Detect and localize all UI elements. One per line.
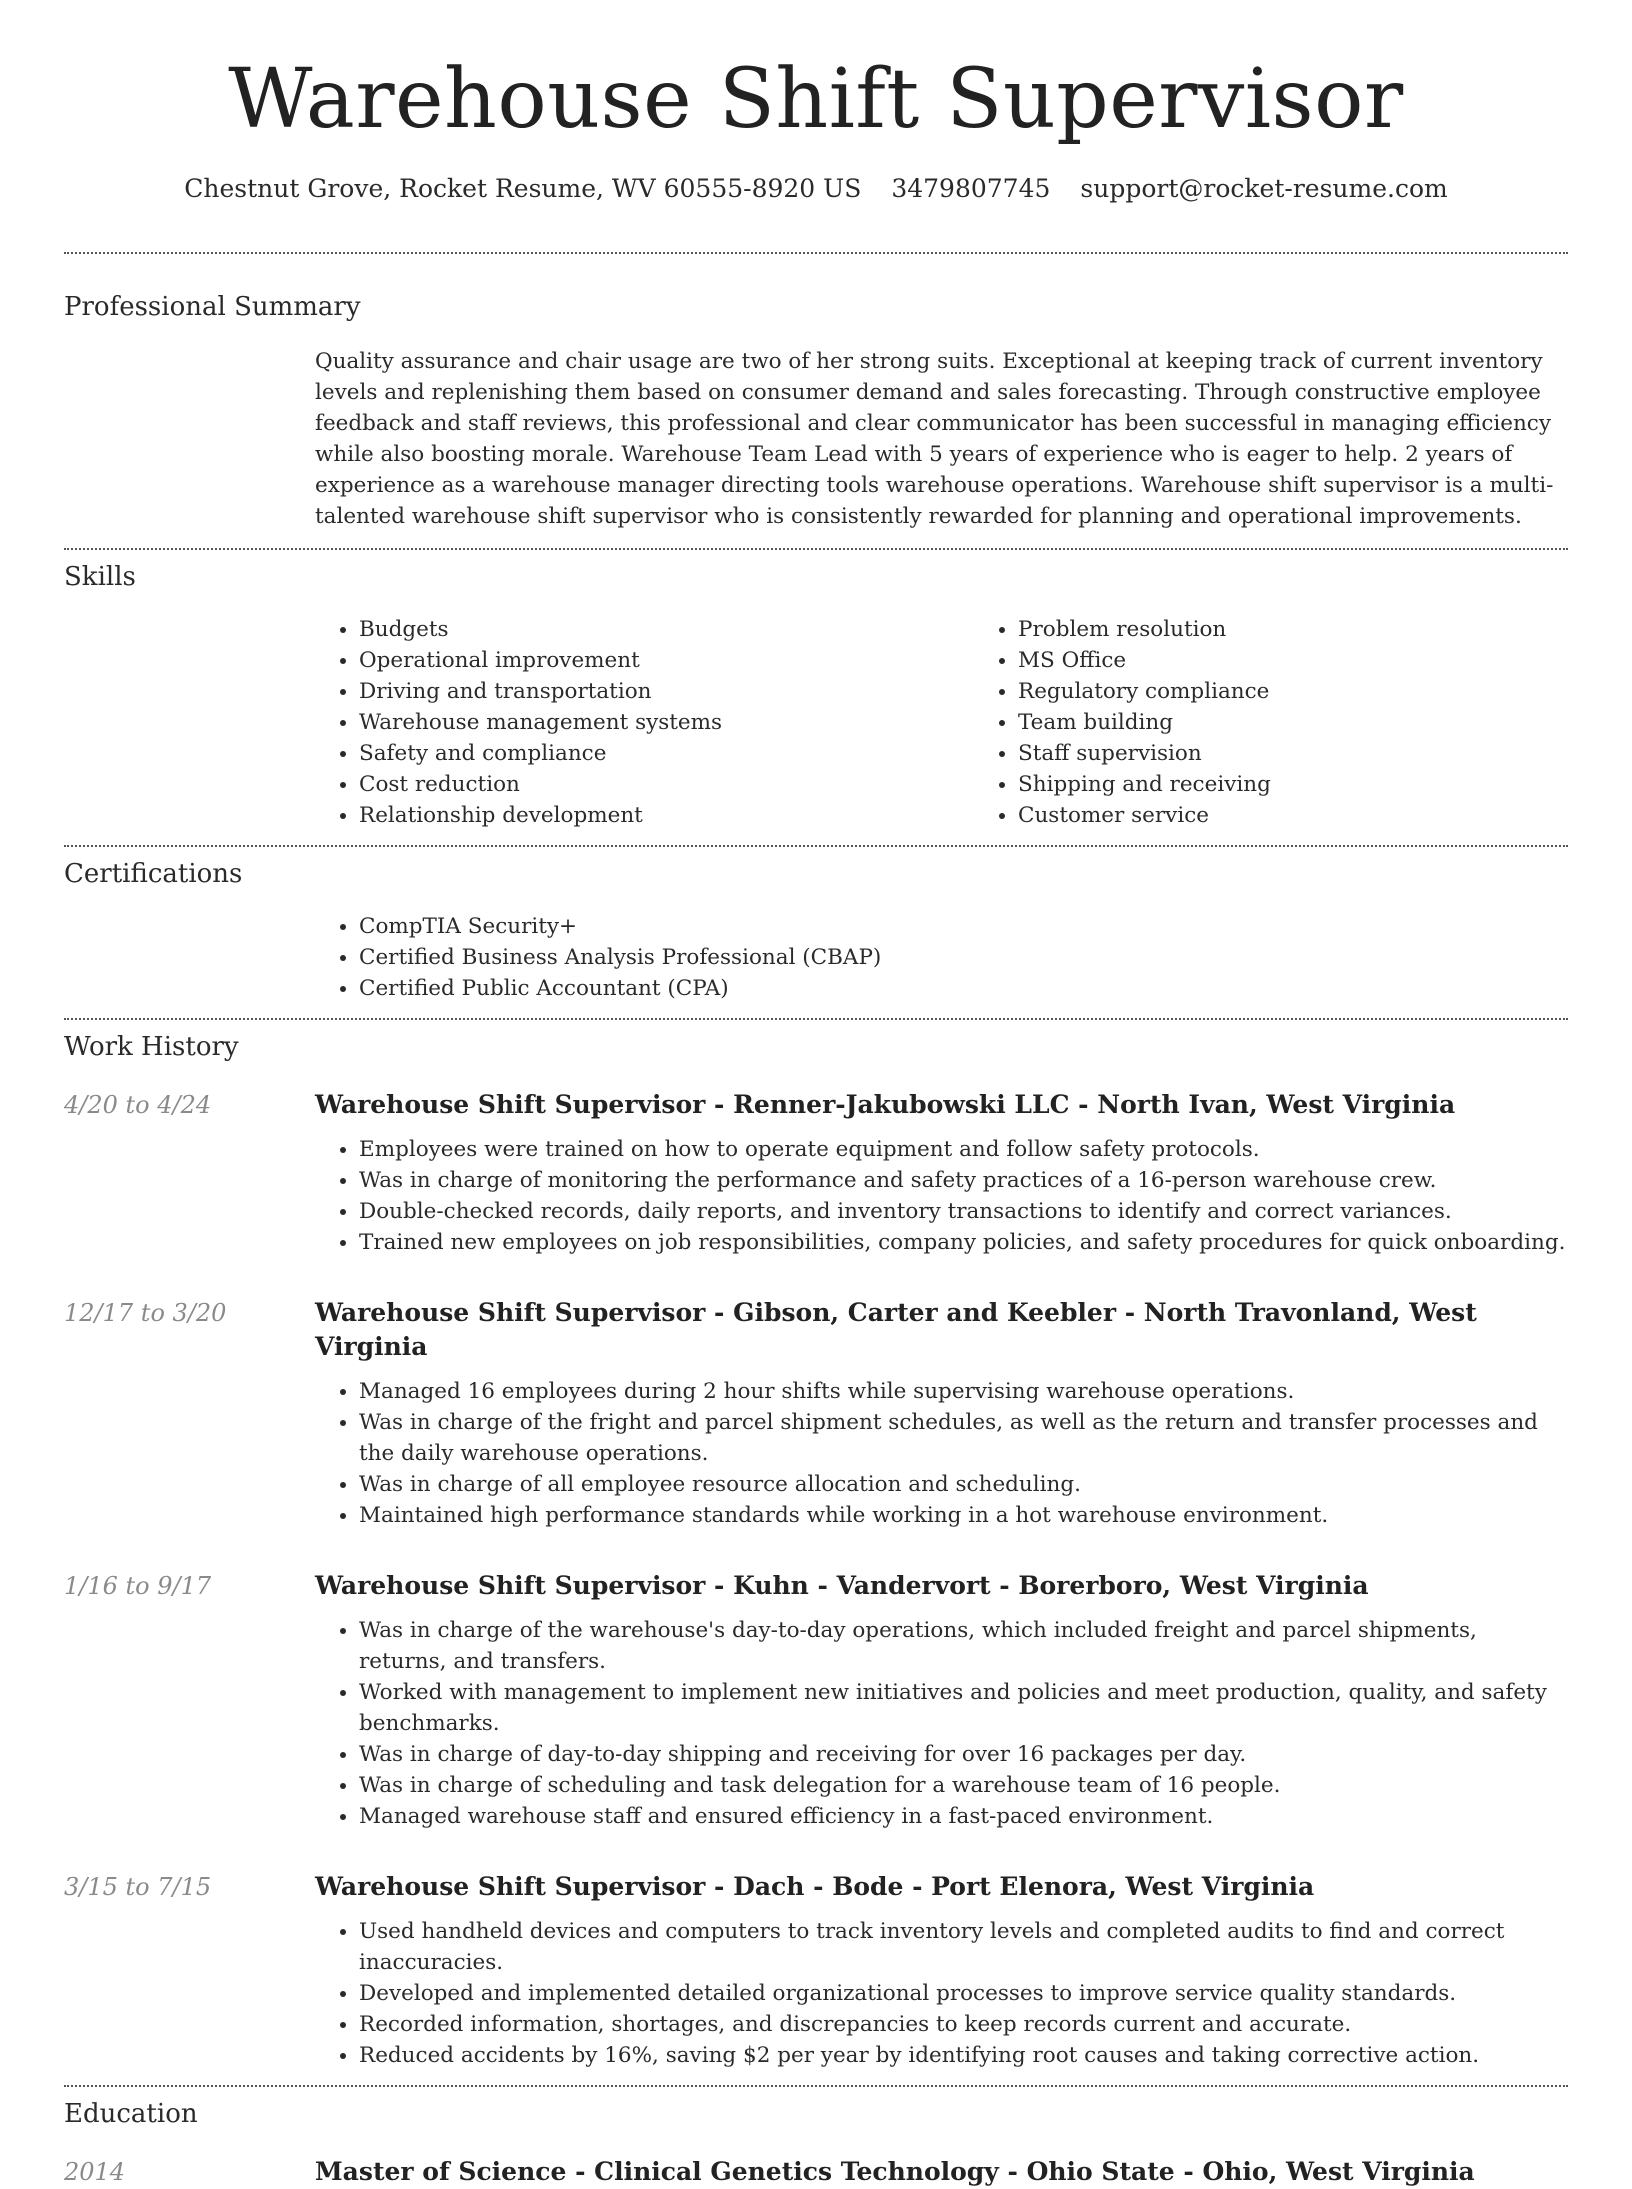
job-bullet: • Managed warehouse staff and ensured efficiency in a fast-paced environment. [359,1801,1568,1832]
skill-item: • Driving and transportation [359,676,974,707]
job-bullet: • Used handheld devices and computers to track inventory levels and completed audits to find and correct inaccuracies. [359,1916,1568,1978]
job-bullet: • Maintained high performance standards while working in a hot warehouse environment. [359,1500,1568,1531]
skill-item: • Staff supervision [1018,738,1632,769]
skills-title: Skills [64,562,136,592]
work-history-section [64,1020,1568,2085]
certifications-list [315,911,1568,1004]
resume-page [64,0,1568,2189]
job-bullet: • Reduced accidents by 16%, saving $2 per year by identifying root causes and taking corrective action. [359,2040,1568,2071]
skill-item: • Regulatory compliance [1018,676,1632,707]
job-entry [64,1296,1568,1531]
skills-section [64,550,1568,845]
skill-item: • Customer service [1018,800,1632,831]
job-bullets [315,1134,1568,1258]
job-bullets [315,1615,1568,1832]
certifications-section [64,847,1568,1018]
skill-item: • Shipping and receiving [1018,769,1632,800]
job-title: Warehouse Shift Supervisor - Kuhn - Vandervort - Borerboro, West Virginia [315,1571,1369,1600]
job-entry [64,1870,1568,2071]
job-title: Warehouse Shift Supervisor - Renner-Jakubowski LLC - North Ivan, West Virginia [315,1090,1456,1119]
summary-title: Professional Summary [64,292,361,322]
education-dates: 2014 [64,2158,126,2186]
work-history-title: Work History [64,1032,239,1062]
education-title-line: Master of Science - Clinical Genetics Technology - Ohio State - Ohio, West Virginia [315,2157,1475,2186]
contact-line [64,172,1568,206]
job-bullets [315,1916,1568,2071]
job-bullet: • Employees were trained on how to operate equipment and follow safety protocols. [359,1134,1568,1165]
job-bullet: • Recorded information, shortages, and discrepancies to keep records current and accurate. [359,2009,1568,2040]
job-bullet: • Was in charge of all employee resource allocation and scheduling. [359,1469,1568,1500]
job-title: Warehouse Shift Supervisor - Gibson, Carter and Keebler - North Travonland, West Virginia [315,1298,1477,1361]
certification-item: • CompTIA Security+ [359,911,1568,942]
skill-item: • Cost reduction [359,769,974,800]
education-title: Education [64,2099,198,2129]
skill-item: • Safety and compliance [359,738,974,769]
job-bullet: • Developed and implemented detailed organizational processes to improve service quality standards. [359,1978,1568,2009]
contact-address: Chestnut Grove, Rocket Resume, WV 60555-8920 US [184,174,862,203]
candidate-name: Warehouse Shift Supervisor [228,52,1404,147]
job-dates: 12/17 to 3/20 [64,1299,227,1327]
education-section [64,2087,1568,2189]
skill-item: • Budgets [359,614,974,645]
skill-item: • MS Office [1018,645,1632,676]
certification-item: • Certified Business Analysis Professional (CBAP) [359,942,1568,973]
job-bullet: • Was in charge of day-to-day shipping and receiving for over 16 packages per day. [359,1739,1568,1770]
skills-list-left [315,614,974,831]
contact-phone: 3479807745 [891,174,1051,203]
job-dates: 4/20 to 4/24 [64,1091,212,1119]
job-bullet: • Was in charge of the fright and parcel shipment schedules, as well as the return and transfer processes and the daily warehouse operations. [359,1407,1568,1469]
skill-item: • Warehouse management systems [359,707,974,738]
skill-item: • Operational improvement [359,645,974,676]
certification-item: • Certified Public Accountant (CPA) [359,973,1568,1004]
job-bullets [315,1376,1568,1531]
job-bullet: • Was in charge of the warehouse's day-to-day operations, which included freight and parcel shipments, returns, and transfers. [359,1615,1568,1677]
job-bullet: • Was in charge of monitoring the performance and safety practices of a 16-person warehouse crew. [359,1165,1568,1196]
job-title: Warehouse Shift Supervisor - Dach - Bode - Port Elenora, West Virginia [315,1872,1315,1901]
education-entry [64,2155,1568,2189]
summary-section [64,254,1568,548]
contact-email: support@rocket-resume.com [1080,174,1448,203]
certifications-title: Certifications [64,859,243,889]
job-entry [64,1569,1568,1832]
job-dates: 1/16 to 9/17 [64,1572,212,1600]
job-bullet: • Was in charge of scheduling and task delegation for a warehouse team of 16 people. [359,1770,1568,1801]
skills-list-right [974,614,1632,831]
job-entry [64,1088,1568,1258]
job-bullet: • Double-checked records, daily reports, and inventory transactions to identify and correct variances. [359,1196,1568,1227]
skill-item: • Team building [1018,707,1632,738]
skill-item: • Problem resolution [1018,614,1632,645]
job-bullet: • Managed 16 employees during 2 hour shifts while supervising warehouse operations. [359,1376,1568,1407]
skill-item: • Relationship development [359,800,974,831]
summary-text: Quality assurance and chair usage are two of her strong suits. Exceptional at keeping track of current inventory levels and replenishing them based on consumer demand and sales forecasting. Through constructive employee feedback and staff reviews, this professional and clear communicator has been successful in managing efficiency while also boosting morale. Warehouse Team Lead with 5 years of experience who is eager to help. 2 years of experience as a warehouse manager directing tools warehouse operations. Warehouse shift supervisor is a multi-talented warehouse shift supervisor who is consistently rewarded for planning and operational improvements. [315,349,1554,529]
job-bullet: • Worked with management to implement new initiatives and policies and meet production, quality, and safety benchmarks. [359,1677,1568,1739]
job-bullet: • Trained new employees on job responsibilities, company policies, and safety procedures for quick onboarding. [359,1227,1568,1258]
job-dates: 3/15 to 7/15 [64,1873,212,1901]
